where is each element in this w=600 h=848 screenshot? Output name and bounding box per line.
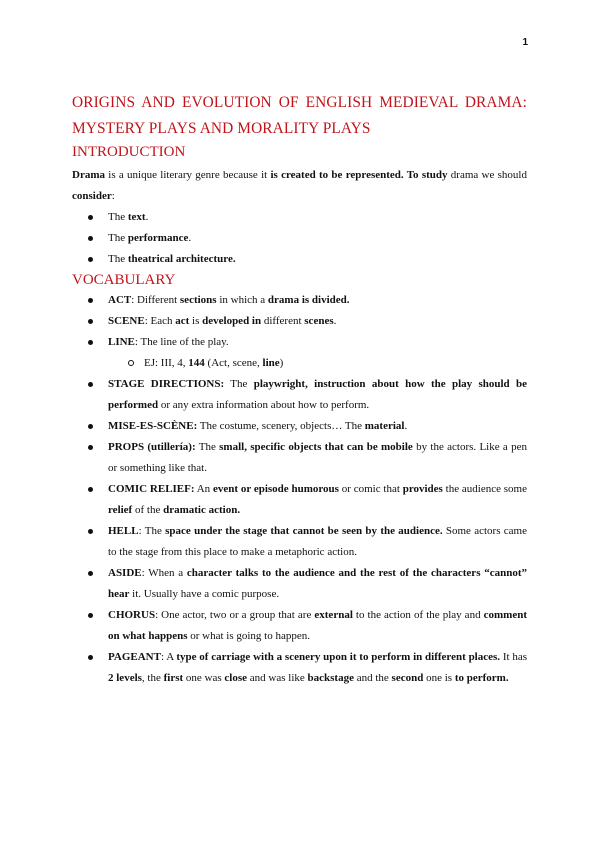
text: :: [111, 190, 115, 202]
text: drama we should: [447, 169, 527, 181]
text: .: [145, 211, 149, 223]
list-item: [72, 228, 527, 249]
bold-text: sections: [179, 294, 217, 306]
text: Some actors came to the stage from this place to make a metaphoric action.: [108, 525, 527, 558]
text: An: [194, 483, 213, 495]
text: The: [224, 378, 254, 390]
text: It has: [500, 651, 527, 663]
text: ): [279, 357, 284, 369]
bold-text: text: [127, 211, 146, 223]
text: by the actors. Like a pen or something like that.: [108, 441, 527, 474]
text: The: [108, 253, 128, 265]
document-body: [72, 90, 527, 689]
line-example: [108, 353, 527, 374]
list-item: [72, 207, 527, 228]
bold-text: is created to be represented. To study: [270, 169, 448, 181]
bold-text: LINE: [108, 336, 135, 348]
bold-text: type of carriage with a scenery upon it to perform in different places.: [176, 651, 501, 663]
vocab-item-line-text: [108, 336, 229, 348]
text: EJ: III, 4,: [144, 357, 189, 369]
vocab-item-scene: [72, 311, 527, 332]
text: one was: [183, 672, 225, 684]
text: .: [188, 232, 192, 244]
vocab-item-stage-directions: [72, 374, 527, 416]
bold-text: first: [163, 672, 184, 684]
vocab-item-hell: [72, 521, 527, 563]
bold-text: line: [262, 357, 280, 369]
list-item: [72, 249, 527, 270]
text: .: [333, 315, 337, 327]
bold-text: comment on what happens: [108, 609, 527, 642]
text: (Act, scene,: [204, 357, 263, 369]
bold-text: close: [224, 672, 248, 684]
text: .: [404, 420, 408, 432]
text: The costume, scenery, objects… The: [197, 420, 365, 432]
vocab-item-comic-relief: [72, 479, 527, 521]
bold-text: character talks to the audience and the rest of the characters “cannot” hear: [108, 567, 527, 600]
text: , the: [141, 672, 164, 684]
vocab-item-mise-en-scene: [72, 416, 527, 437]
bold-text: material: [364, 420, 405, 432]
bold-text: to perform.: [454, 672, 509, 684]
vocab-item-line: [72, 332, 527, 374]
text: : A: [160, 651, 177, 663]
bold-text: ASIDE: [108, 567, 142, 579]
line-example-list: [108, 353, 527, 374]
text: The: [108, 232, 128, 244]
text: and was like: [247, 672, 308, 684]
text: The: [108, 211, 128, 223]
bold-text: consider: [72, 190, 112, 202]
text: one is: [423, 672, 455, 684]
bold-text: performance: [127, 232, 189, 244]
vocabulary-list: [72, 290, 527, 689]
bold-text: SCENE: [108, 315, 145, 327]
vocabulary-heading: VOCABULARY: [72, 272, 176, 288]
bold-text: space under the stage that cannot be seen by the audience.: [165, 525, 443, 537]
introduction-paragraph: [72, 165, 527, 207]
bold-text: second: [391, 672, 424, 684]
page-number: 1: [522, 37, 528, 48]
bold-text: external: [314, 609, 353, 621]
vocab-item-chorus: [72, 605, 527, 647]
bold-text: scenes: [304, 315, 334, 327]
document-title: ORIGINS AND EVOLUTION OF ENGLISH MEDIEVAL DRAMA: MYSTERY PLAYS AND MORALITY PLAYS: [72, 94, 527, 137]
text: or comic that: [338, 483, 403, 495]
vocab-item-props: [72, 437, 527, 479]
introduction-list: [72, 207, 527, 270]
text: it. Usually have a comic purpose.: [129, 588, 280, 600]
text: or what is going to happen.: [187, 630, 310, 642]
text: is a unique literary genre because it: [105, 169, 271, 181]
bold-text: PROPS (utillería):: [108, 441, 196, 453]
text: The: [195, 441, 220, 453]
bold-text: COMIC RELIEF:: [108, 483, 195, 495]
text: : Each: [144, 315, 176, 327]
text: : The: [138, 525, 166, 537]
bold-text: developed in: [202, 315, 262, 327]
bold-text: act: [175, 315, 190, 327]
bold-text: CHORUS: [108, 609, 156, 621]
text: the audience some: [442, 483, 527, 495]
bold-text: theatrical architecture.: [127, 253, 236, 265]
bold-text: event or episode humorous: [212, 483, 339, 495]
text: is: [189, 315, 203, 327]
bold-text: PAGEANT: [108, 651, 161, 663]
bold-text: 144: [188, 357, 205, 369]
bold-text: dramatic action.: [163, 504, 241, 516]
bold-text: small, specific objects that can be mobile: [219, 441, 413, 453]
text: of the: [132, 504, 164, 516]
bold-text: backstage: [307, 672, 354, 684]
text: to the action of the play and: [352, 609, 484, 621]
bold-text: HELL: [108, 525, 139, 537]
text: and the: [353, 672, 392, 684]
text: different: [261, 315, 305, 327]
vocab-item-act: [72, 290, 527, 311]
vocab-item-aside: [72, 563, 527, 605]
introduction-heading: INTRODUCTION: [72, 144, 186, 160]
text: : One actor, two or a group that are: [155, 609, 315, 621]
vocab-item-pageant: [72, 647, 527, 689]
text: or any extra information about how to perform.: [158, 399, 370, 411]
bold-text: MISE-ES-SCÈNE:: [108, 420, 198, 432]
bold-text: 2 levels: [108, 672, 142, 684]
text: : The line of the play.: [134, 336, 229, 348]
bold-text: ACT: [108, 294, 132, 306]
text: in which a: [216, 294, 268, 306]
bold-text: drama is divided.: [267, 294, 350, 306]
bold-text: playwright, instruction about how the play should be performed: [108, 378, 528, 411]
bold-text: provides: [402, 483, 443, 495]
bold-text: relief: [108, 504, 133, 516]
text: : Different: [131, 294, 180, 306]
bold-text: Drama: [72, 169, 105, 181]
bold-text: STAGE DIRECTIONS:: [108, 378, 225, 390]
text: : When a: [141, 567, 187, 579]
